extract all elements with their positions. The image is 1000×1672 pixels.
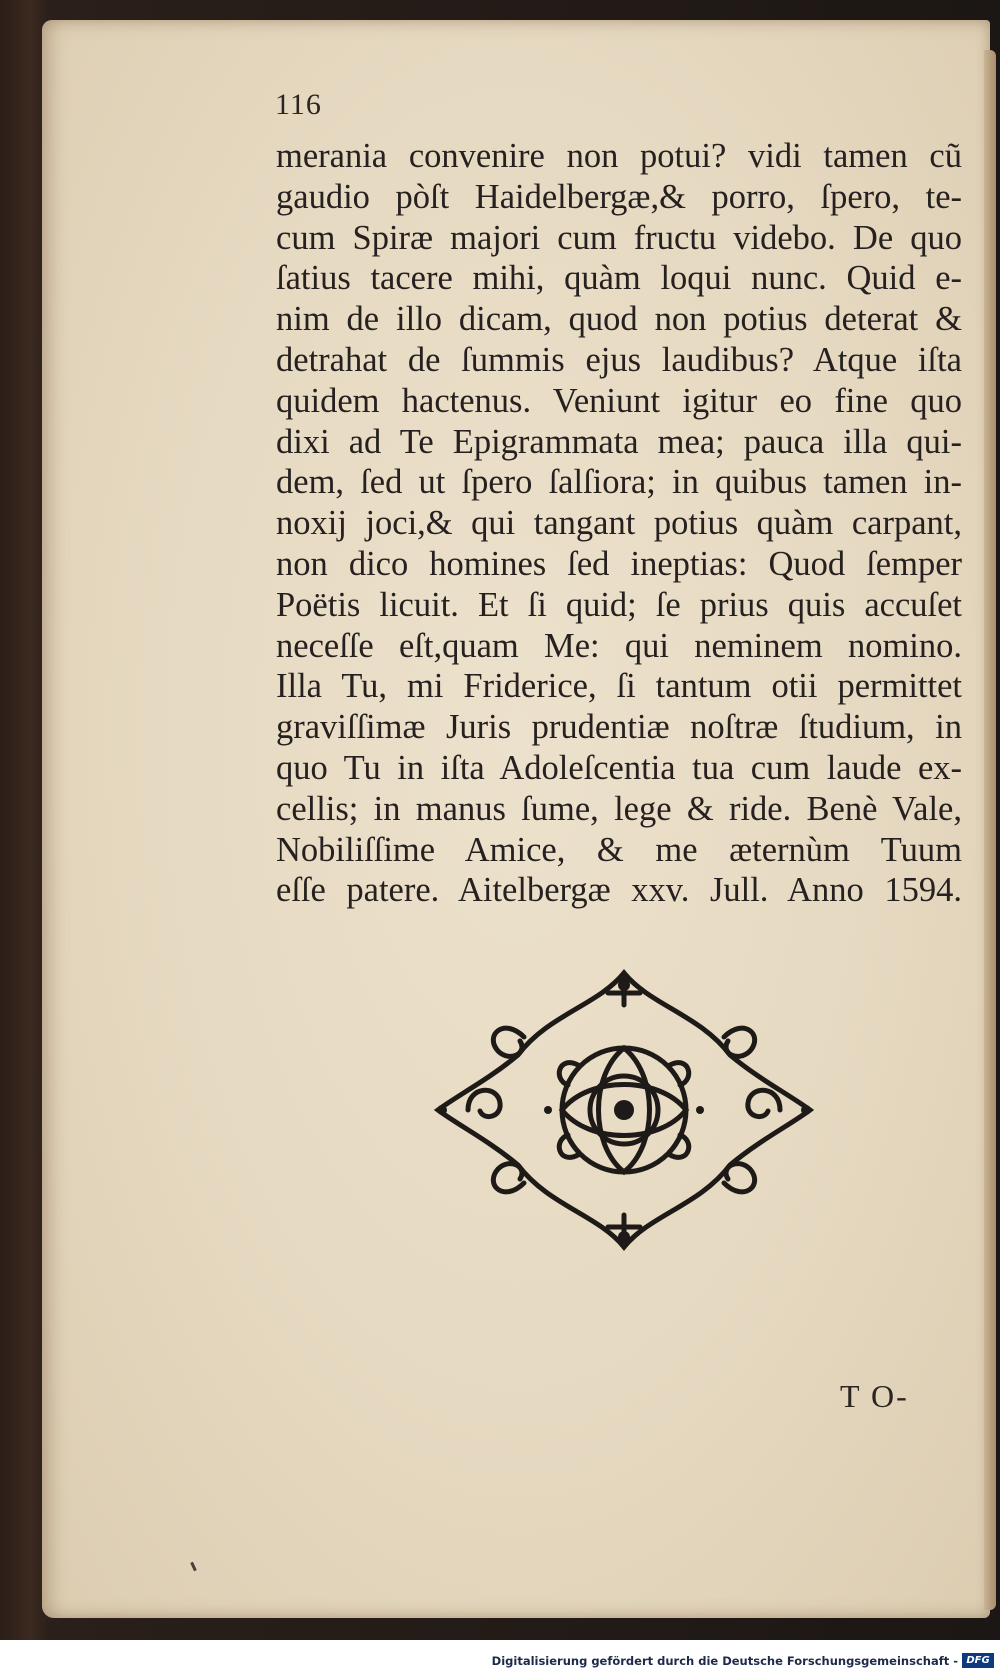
text-line: noxij joci,& qui tangant potius quàm carpant, [276,504,962,543]
text-line: non dico homines ſed ineptias: Quod ſemper [276,544,962,583]
text-line: merania convenire non potui? vidi tamen cũ [276,137,962,175]
text-line: ſatius tacere mihi, quàm loqui nunc. Quid e- [276,259,962,298]
footer-credit: Digitalisierung gefördert durch die Deutsche Forschungsgemeinschaft - [491,1654,958,1668]
catchword: T O- [840,1378,909,1414]
text-line: Nobiliſſime Amice, & me æternùm Tuum [276,830,962,869]
text-line: quidem hactenus. Veniunt igitur eo fine quo [276,381,962,420]
text-line: Illa Tu, mi Friderice, ſi tantum otii permittet [276,667,962,706]
text-line: cellis; in manus ſume, lege & ride. Benè Vale, [276,789,962,828]
text-line: Poëtis licuit. Et ſi quid; ſe prius quis accuſet [276,585,962,624]
body-text [276,136,962,911]
text-line: dixi ad Te Epigrammata mea; pauca illa qui- [276,422,962,461]
page-edge [984,50,996,1610]
text-line: quo Tu in iſta Adoleſcentia tua cum laude ex- [276,748,962,787]
text-line: neceſſe eſt,quam Me: qui neminem nomino. [276,626,962,665]
text-line: eſſe patere. Aitelbergæ xxv. Jull. Anno 1594. [276,871,962,910]
page-number: 116 [275,88,322,121]
dfg-logo: DFG [962,1653,994,1668]
text-line: cum Spiræ majori cum fructu videbo. De quo [276,218,962,257]
text-line: detrahat de ſummis ejus laudibus? Atque iſta [276,340,962,379]
text-line: gaudio pòſt Haidelbergæ,& porro, ſpero, te- [276,177,962,216]
fleuron-ornament-icon [428,965,820,1255]
text-line: dem, ſed ut ſpero ſalſiora; in quibus tamen in- [276,463,962,502]
text-line: nim de illo dicam, quod non potius deterat & [276,300,962,339]
text-line: graviſſimæ Juris prudentiæ noſtræ ſtudium, in [276,708,962,747]
